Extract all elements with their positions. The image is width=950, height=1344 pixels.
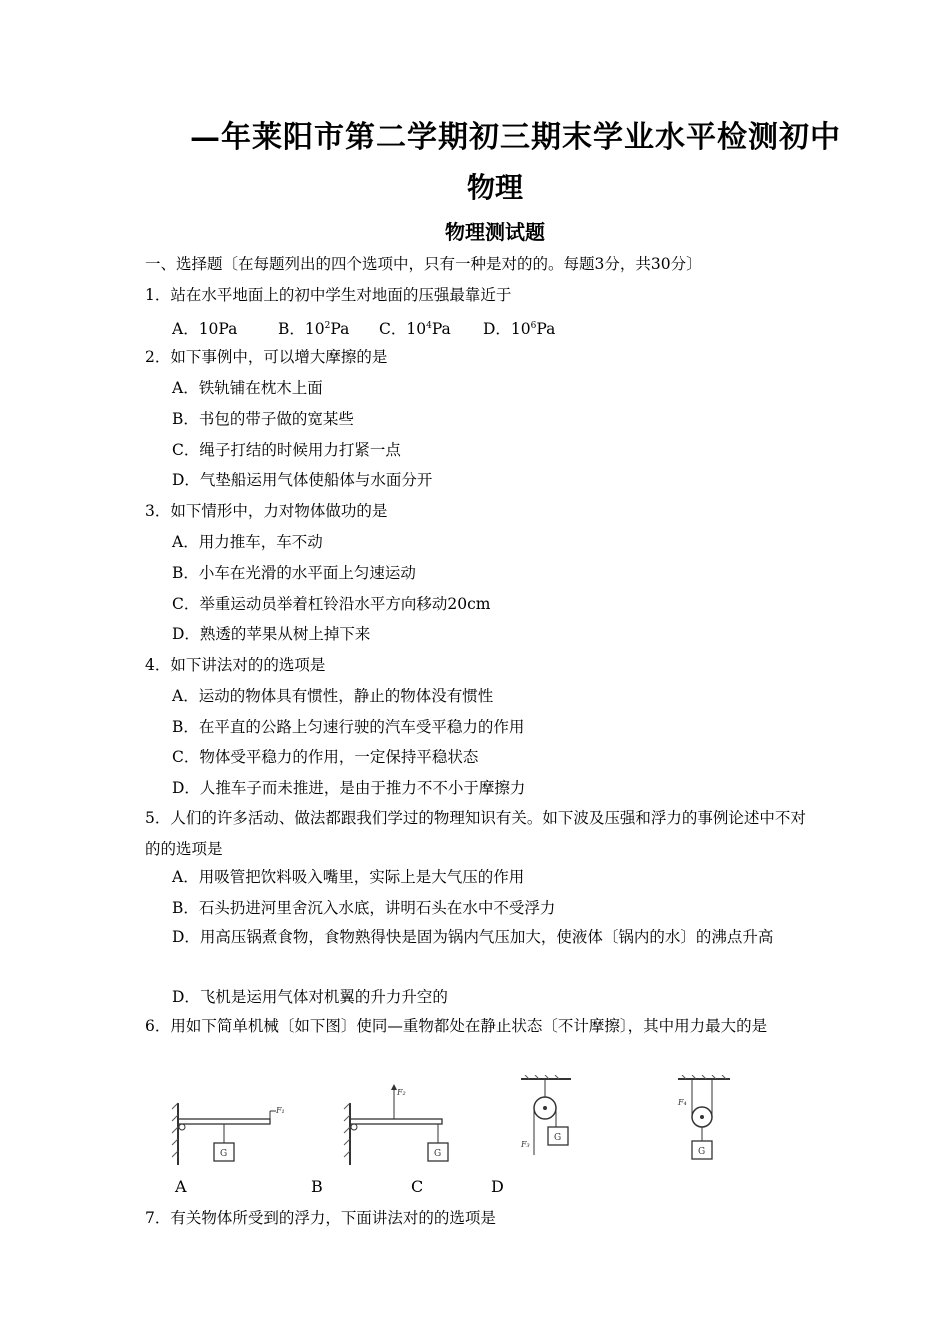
document-subtitle: 物理测试题 [445,220,545,244]
svg-text:F₂: F₂ [397,1088,406,1097]
weight-label-c: G [554,1133,562,1143]
question-5-option-d: D．飞机是运用气体对机翼的升力升空的 [172,988,448,1006]
section-heading: 一、选择题〔在每题列出的四个选项中，只有一种是对的的。每题3分，共30分〕 [145,255,702,273]
figure-label-a: A [175,1177,187,1196]
svg-text:F₄: F₄ [678,1098,687,1107]
question-5-stem: 5．人们的许多活动、做法都跟我们学过的物理知识有关。如下波及压强和浮力的事例论述中不对的的选项是 [145,809,806,858]
document-title-line2: 物理 [466,171,523,204]
question-6-stem: 6．用如下简单机械〔如下图〕使同—重物都处在静止状态〔不计摩擦〕，其中用力最大的是 [145,1017,768,1035]
svg-text:F₁: F₁ [276,1106,285,1115]
question-5-option-a: A．用吸管把饮料吸入嘴里，实际上是大气压的作用 [172,868,525,886]
question-7-stem: 7．有关物体所受到的浮力，下面讲法对的的选项是 [145,1209,496,1227]
weight-label-a: G [220,1149,228,1159]
question-4-option-c: C．物体受平稳力的作用，一定保持平稳状态 [172,748,479,766]
question-3-option-d: D．熟透的苹果从树上掉下来 [172,625,371,643]
option-d: D．$10^6Pa$ [483,320,556,338]
question-5-option-b: B．石头扔进河里舍沉入水底，讲明石头在水中不受浮力 [172,899,556,917]
question-5-option-c: D．用高压锅煮食物，食物熟得快是固为锅内气压加大，使液体〔锅内的水〕的沸点升高 [172,928,774,946]
figure-label-d: D [491,1177,504,1196]
option-b: B．$10^2Pa$ [278,320,350,338]
question-4-stem: 4．如下讲法对的的选项是 [145,656,326,674]
question-3-option-c: C．举重运动员举着杠铃沿水平方向移动20cm [172,595,491,613]
question-3-option-a: A．用力推车，车不动 [172,533,323,551]
question-4-option-b: B．在平直的公路上匀速行驶的汽车受平稳力的作用 [172,718,525,736]
weight-label-b: G [434,1149,442,1159]
question-4-option-a: A．运动的物体具有惯性，静止的物体没有惯性 [172,687,494,705]
question-3-option-b: B．小车在光滑的水平面上匀速运动 [172,564,416,582]
option-c: C．$10^4Pa$ [379,320,451,338]
question-2-option-a: A．铁轨铺在枕木上面 [172,379,323,397]
figure-b-lever [342,1075,452,1170]
figure-label-b: B [311,1177,323,1196]
question-2-option-c: C．绳子打结的时候用力打紧一点 [172,441,401,459]
question-3-stem: 3．如下情形中，力对物体做功的是 [145,502,388,520]
document-title: —年莱阳市第二学期初三期末学业水平检测初中 [190,120,841,155]
question-1-options [172,316,555,339]
figure-c-fixed-pulley [515,1075,590,1170]
question-1-stem: 1．站在水平地面上的初中学生对地面的压强最靠近于 [145,286,512,304]
question-2-option-d: D．气垫船运用气体使船体与水面分开 [172,471,433,489]
figure-d-movable-pulley [672,1075,742,1170]
question-2-stem: 2．如下事例中，可以增大摩擦的是 [145,348,388,366]
option-a: A．10Pa [172,320,238,338]
question-2-option-b: B．书包的带子做的宽某些 [172,410,354,428]
figure-a-lever [170,1075,290,1170]
svg-text:F₃: F₃ [521,1140,530,1149]
weight-label-d: G [698,1147,706,1157]
question-4-option-d: D．人推车子而未推进，是由于推力不不小于摩擦力 [172,779,526,797]
figure-label-c: C [411,1177,424,1196]
